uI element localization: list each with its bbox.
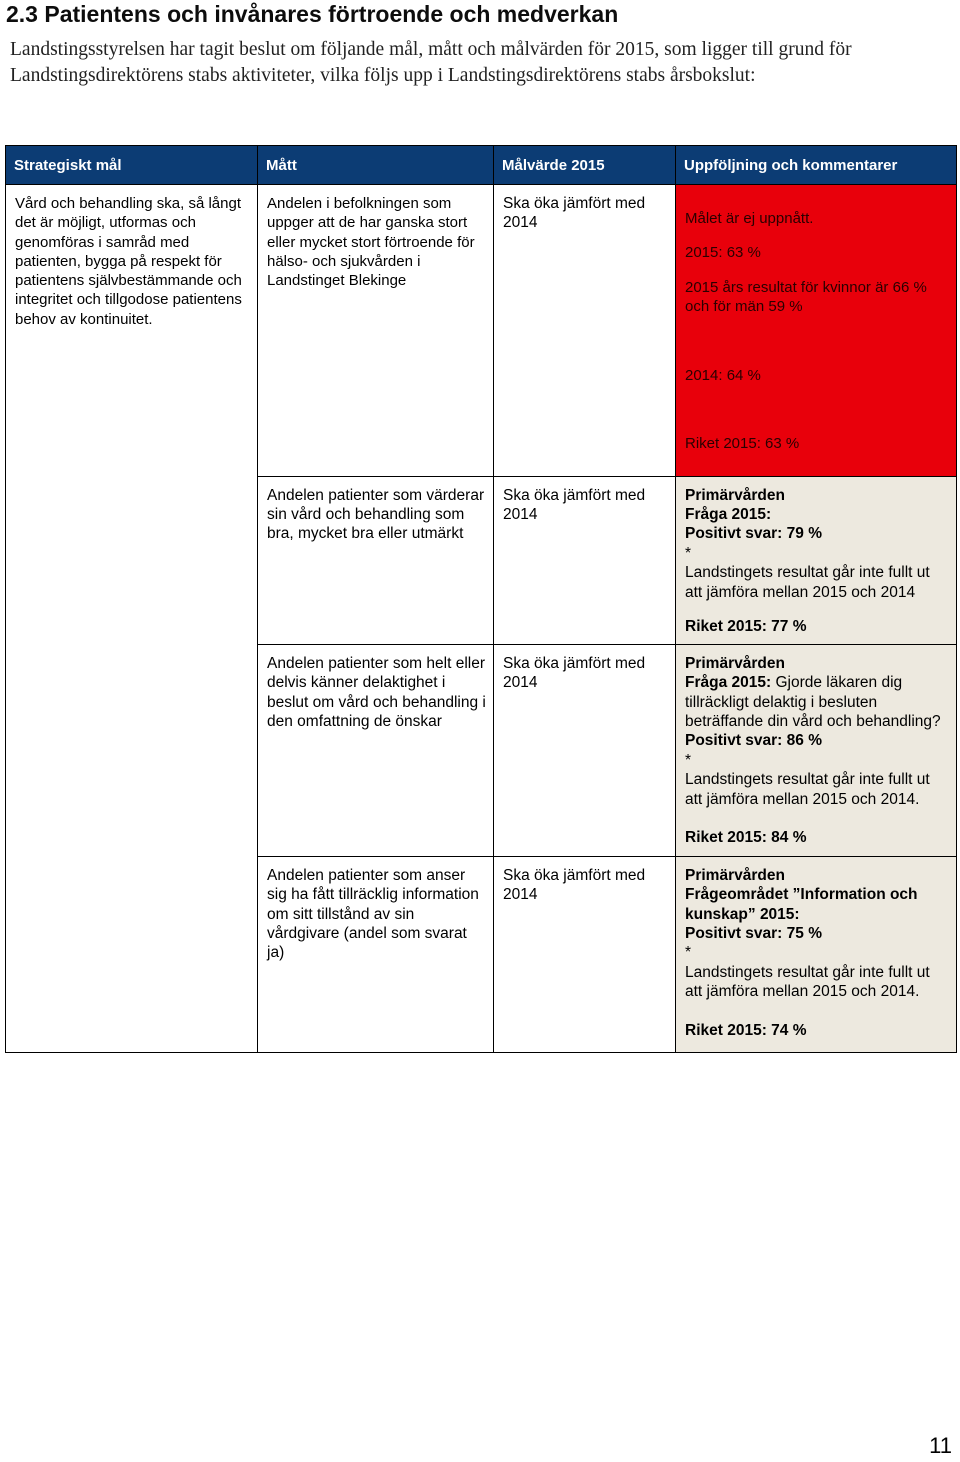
intro-paragraph: Landstingsstyrelsen har tagit beslut om följande mål, mått och målvärden för 2015, som ligger till grund för Landstingsdirektörens stabs aktiviteter, vilka följs upp i Landstingsdirektörens stabs årsbokslut: — [10, 39, 852, 86]
page-number: 11 — [929, 1433, 952, 1458]
followup-positive-answer: Positivt svar: 86 % — [685, 732, 822, 750]
target-text: Ska öka jämfört med 2014 — [503, 195, 646, 232]
followup-cell — [676, 856, 957, 1052]
followup-note: Landstingets resultat går inte fullt ut att jämföra mellan 2015 och 2014. — [685, 963, 930, 1001]
followup-gender-result: 2015 års resultat för kvinnor är 66 % och för män 59 % — [685, 278, 927, 315]
followup-unit: Primärvården — [685, 654, 785, 672]
followup-question — [685, 673, 949, 731]
followup-status: Målet är ej uppnått. — [685, 210, 814, 227]
followup-note: Landstingets resultat går inte fullt ut att jämföra mellan 2015 och 2014 — [685, 564, 930, 601]
followup-asterisk: * — [685, 751, 692, 769]
followup-asterisk: * — [685, 944, 692, 962]
goals-table — [5, 145, 957, 1053]
measure-cell — [258, 856, 494, 1052]
measure-cell — [258, 476, 494, 644]
followup-cell-status-red — [676, 185, 957, 477]
header-strategic-goal: Strategiskt mål — [6, 146, 258, 185]
followup-unit: Primärvården — [685, 486, 785, 504]
followup-national-result: Riket 2015: 77 % — [685, 618, 807, 636]
followup-national-result: Riket 2015: 84 % — [685, 829, 807, 847]
followup-question-label: Fråga 2015: — [685, 674, 772, 692]
followup-positive-answer: Positivt svar: 75 % — [685, 925, 822, 943]
followup-asterisk: * — [685, 544, 692, 562]
target-cell — [494, 185, 676, 477]
target-text: Ska öka jämfört med 2014 — [503, 486, 646, 523]
followup-result: 2015: 63 % — [685, 244, 761, 262]
measure-text: Andelen patienter som anser sig ha fått tillräcklig information om sitt tillstånd av sin vårdgivare (andel som svarat ja) — [267, 866, 479, 962]
followup-positive-answer: Positivt svar: 79 % — [685, 525, 822, 543]
table-row — [6, 185, 957, 477]
measure-text: Andelen patienter som helt eller delvis känner delaktighet i beslut om vård och behandling i den omfattning de önskar — [267, 654, 486, 731]
section-heading: 2.3 Patientens och invånares förtroende och medverkan — [6, 1, 619, 27]
header-measure: Mått — [258, 146, 494, 185]
followup-cell — [676, 644, 957, 856]
followup-question: Frågeområdet ”Information och kunskap” 2015: — [685, 886, 918, 923]
target-text: Ska öka jämfört med 2014 — [503, 866, 646, 904]
header-target-value: Målvärde 2015 — [494, 146, 676, 185]
target-cell — [494, 856, 676, 1052]
table-header-row — [6, 146, 957, 185]
followup-question-text: Gjorde läkaren dig tillräckligt delaktig i besluten beträffande din vård och behandling? — [685, 674, 941, 731]
measure-text: Andelen i befolkningen som uppger att de har ganska stort eller mycket stort förtroende för hälso- och sjukvården i Landstinget Blekinge — [267, 195, 475, 290]
target-cell — [494, 476, 676, 644]
header-followup: Uppföljning och kommentarer — [676, 146, 957, 185]
measure-text: Andelen patienter som värderar sin vård och behandling som bra, mycket bra eller utmärkt — [267, 486, 485, 543]
strategic-goal-cell — [6, 185, 258, 1053]
followup-question: Fråga 2015: — [685, 505, 772, 523]
strategic-goal-text: Vård och behandling ska, så långt det är möjligt, utformas och genomföras i samråd med patienten, bygga på respekt för patientens självbestämmande och integritet och tillgodose patientens behov av kontinuitet. — [15, 195, 242, 328]
measure-cell — [258, 644, 494, 856]
followup-national-result: Riket 2015: 63 % — [685, 435, 800, 453]
followup-national-result: Riket 2015: 74 % — [685, 1022, 807, 1040]
followup-unit: Primärvården — [685, 866, 785, 884]
target-cell — [494, 644, 676, 856]
followup-previous-result: 2014: 64 % — [685, 366, 761, 384]
target-text: Ska öka jämfört med 2014 — [503, 654, 646, 692]
followup-note: Landstingets resultat går inte fullt ut att jämföra mellan 2015 och 2014. — [685, 771, 930, 808]
followup-cell — [676, 476, 957, 644]
measure-cell — [258, 185, 494, 477]
